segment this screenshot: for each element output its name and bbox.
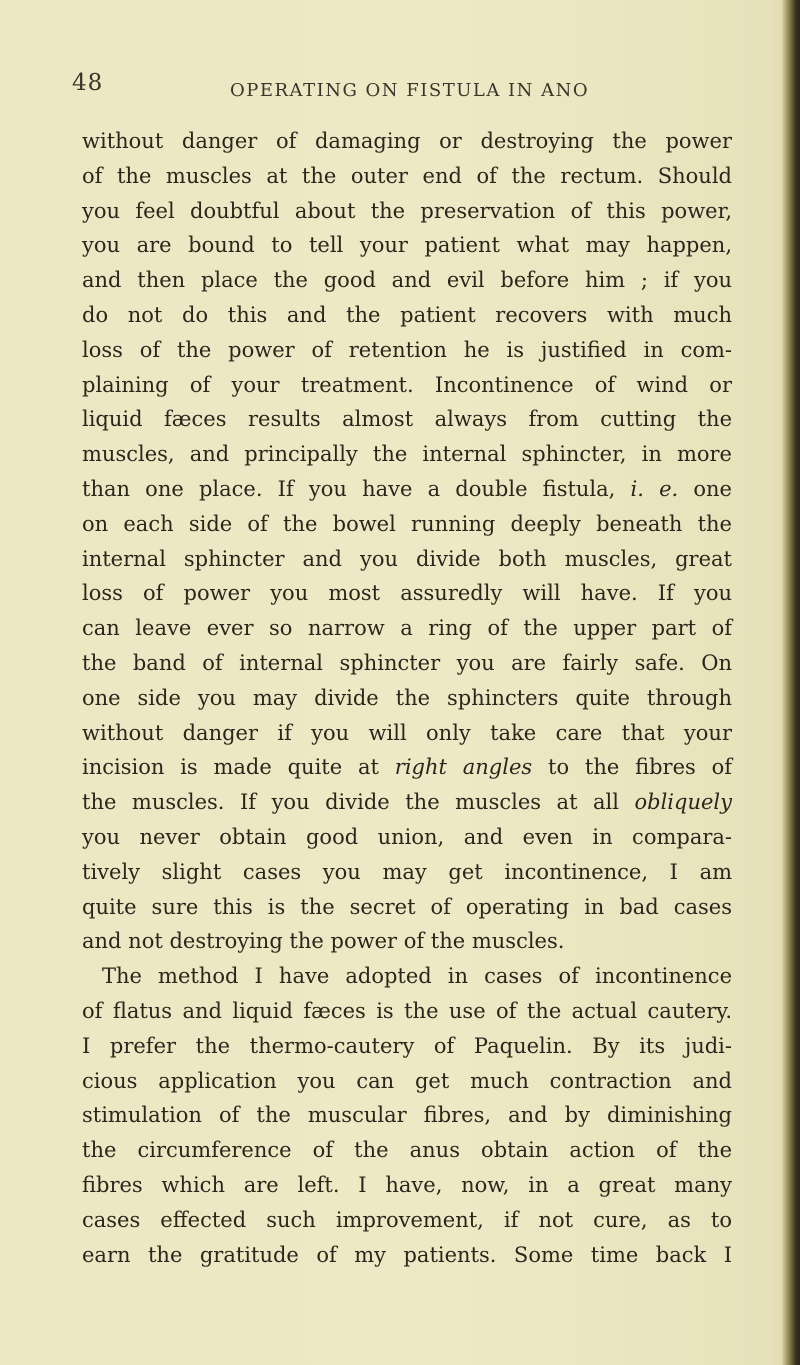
text-line: you feel doubtful about the preservation of this power, (82, 198, 732, 223)
text-line: the band of internal sphincter you are fairly safe. On (82, 650, 732, 675)
text-line: I prefer the thermo-cautery of Paquelin. By its judi- (82, 1033, 732, 1058)
text-segment: one (693, 476, 732, 501)
text-line-with-italic (82, 472, 732, 507)
text-line: the circumference of the anus obtain action of the (82, 1138, 732, 1163)
text-line: loss of the power of retention he is justified in com- (82, 337, 732, 362)
text-line: quite sure this is the secret of operating in bad cases (82, 894, 732, 919)
page-header (72, 70, 712, 110)
text-line: do not do this and the patient recovers with much (82, 302, 732, 327)
running-head: OPERATING ON FISTULA IN ANO (230, 80, 590, 101)
text-line: loss of power you most assuredly will have. If you (82, 581, 732, 606)
text-line: and then place the good and evil before him ; if you (82, 268, 732, 293)
text-line: can leave ever so narrow a ring of the upper part of (82, 616, 732, 641)
page-spine-edge (782, 0, 800, 1365)
text-line: stimulation of the muscular fibres, and by diminishing (82, 1103, 732, 1128)
paragraph-start-line: The method I have adopted in cases of incontinence (102, 964, 732, 989)
text-line: without danger of damaging or destroying the power (82, 129, 732, 153)
text-line: of flatus and liquid fæces is the use of the actual cautery. (82, 998, 732, 1023)
text-line-with-italic (82, 750, 732, 785)
text-line: cious application you can get much contraction and (82, 1068, 732, 1093)
body-text (82, 124, 732, 1272)
text-line: one side you may divide the sphincters quite through (82, 685, 732, 710)
text-line: liquid fæces results almost always from cutting the (82, 407, 732, 432)
italic-ie: i. e. (630, 476, 679, 501)
text-line: you never obtain good union, and even in compara- (82, 824, 732, 849)
text-segment: incision is made quite at (82, 755, 379, 780)
text-line-with-italic (82, 785, 732, 820)
paragraph-end-line: and not destroying the power of the muscles. (82, 929, 565, 954)
text-line: you are bound to tell your patient what may happen, (82, 233, 732, 258)
text-line: cases effected such improvement, if not cure, as to (82, 1207, 732, 1232)
text-line: muscles, and principally the internal sphincter, in more (82, 442, 732, 467)
text-line: fibres which are left. I have, now, in a great many (82, 1172, 732, 1197)
text-line: internal sphincter and you divide both muscles, great (82, 546, 732, 571)
text-segment: than one place. If you have a double fistula, (82, 476, 616, 501)
italic-obliquely: obliquely (634, 790, 732, 815)
text-segment: the muscles. If you divide the muscles at all (82, 790, 619, 815)
text-segment: to the fibres of (548, 755, 733, 780)
text-line: without danger if you will only take care that your (82, 720, 732, 745)
text-line: plaining of your treatment. Incontinence of wind or (82, 372, 732, 397)
italic-right-angles: right angles (394, 755, 533, 780)
text-line: earn the gratitude of my patients. Some time back I (82, 1242, 732, 1267)
text-line: of the muscles at the outer end of the rectum. Should (82, 163, 732, 188)
page-number: 48 (72, 70, 104, 96)
text-line: on each side of the bowel running deeply beneath the (82, 511, 732, 536)
text-line: tively slight cases you may get incontinence, I am (82, 859, 732, 884)
